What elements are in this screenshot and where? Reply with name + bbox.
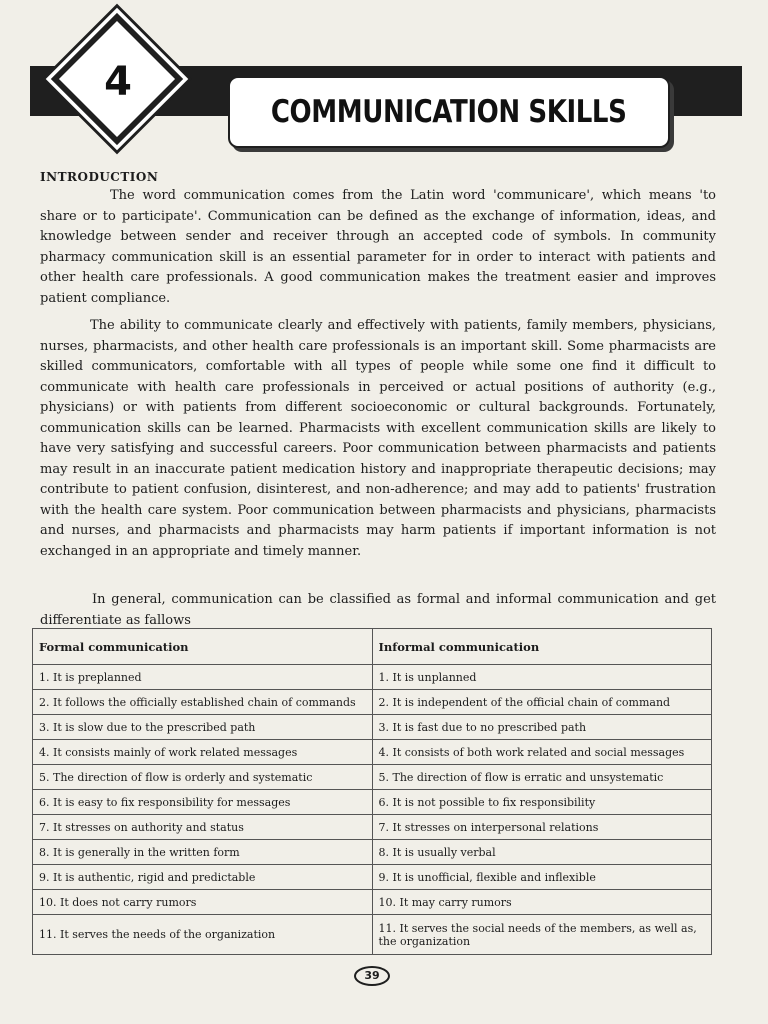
- table-cell-formal: 3. It is slow due to the prescribed path: [33, 715, 373, 740]
- paragraph-classification: In general, communication can be classified as formal and informal communication and get differentiate as fallows: [40, 592, 716, 628]
- table-cell-informal: 8. It is usually verbal: [372, 840, 712, 865]
- table-header-formal: Formal communication: [33, 629, 373, 665]
- table-cell-informal: 6. It is not possible to fix responsibility: [372, 790, 712, 815]
- table-cell-formal: 6. It is easy to fix responsibility for messages: [33, 790, 373, 815]
- table-cell-formal: 1. It is preplanned: [33, 665, 373, 690]
- table-cell-informal: 3. It is fast due to no prescribed path: [372, 715, 712, 740]
- table-row: [33, 890, 712, 915]
- paragraph-ability: The ability to communicate clearly and effectively with patients, family members, physicians, nurses, pharmacists, and other health care professionals is an important skill. Some pharmacists are skilled communicators, comfortable with all types of people while some one find it difficult to communicate with health care professionals in perceived or actual positions of authority (e.g., physicians) or with patients from different socioeconomic or cultural backgrounds. Fortunately, communication skills can be learned. Pharmacists with excellent communication skills are likely to have very satisfying and successful careers. Poor communication between pharmacists and patients may result in an inaccurate patient medication history and inappropriate therapeutic decisions; may contribute to patient confusion, disinterest, and non-adherence; and may add to patients' frustration with the health care system. Poor communication between pharmacists and physicians, pharmacists and nurses, and pharmacists and pharmacists may harm patients if important information is not exchanged in an appropriate and timely manner.: [40, 318, 716, 559]
- table-cell-informal: 1. It is unplanned: [372, 665, 712, 690]
- table-cell-formal: 4. It consists mainly of work related messages: [33, 740, 373, 765]
- table-cell-informal: 5. The direction of flow is erratic and unsystematic: [372, 765, 712, 790]
- table-row: [33, 665, 712, 690]
- comparison-table: [32, 628, 712, 955]
- chapter-number: 4: [104, 59, 132, 105]
- table-header-row: [33, 629, 712, 665]
- table-row: [33, 815, 712, 840]
- table-row: [33, 765, 712, 790]
- chapter-title: COMMUNICATION SKILLS: [271, 94, 627, 130]
- table-cell-informal: 4. It consists of both work related and social messages: [372, 740, 712, 765]
- table-cell-formal: 10. It does not carry rumors: [33, 890, 373, 915]
- table-cell-informal: 2. It is independent of the official chain of command: [372, 690, 712, 715]
- table-cell-formal: 9. It is authentic, rigid and predictable: [33, 865, 373, 890]
- table-cell-informal: 9. It is unofficial, flexible and inflexible: [372, 865, 712, 890]
- table-cell-informal: 11. It serves the social needs of the members, as well as, the organization: [372, 915, 712, 955]
- table-row: [33, 690, 712, 715]
- table-cell-formal: 11. It serves the needs of the organization: [33, 915, 373, 955]
- section-heading: INTRODUCTION: [40, 170, 159, 184]
- table-row: [33, 740, 712, 765]
- table-row: [33, 790, 712, 815]
- table-row: [33, 915, 712, 955]
- table-cell-formal: 7. It stresses on authority and status: [33, 815, 373, 840]
- chapter-title-box: [228, 76, 670, 148]
- table-cell-formal: 8. It is generally in the written form: [33, 840, 373, 865]
- table-header-informal: Informal communication: [372, 629, 712, 665]
- table-cell-informal: 7. It stresses on interpersonal relations: [372, 815, 712, 840]
- table-cell-formal: 5. The direction of flow is orderly and systematic: [33, 765, 373, 790]
- page-number: 39: [354, 966, 390, 986]
- paragraph-intro: The word communication comes from the Latin word 'communicare', which means 'to share or to participate'. Communication can be defined as the exchange of information, ideas, and knowledge between sender and receiver through an accepted code of symbols. In community pharmacy communication skill is an essential parameter for in order to interact with patients and other health care professionals. A good communication makes the treatment easier and improves patient compliance.: [40, 188, 716, 306]
- table-row: [33, 840, 712, 865]
- table-row: [33, 865, 712, 890]
- table-cell-informal: 10. It may carry rumors: [372, 890, 712, 915]
- table-row: [33, 715, 712, 740]
- table-cell-formal: 2. It follows the officially established chain of commands: [33, 690, 373, 715]
